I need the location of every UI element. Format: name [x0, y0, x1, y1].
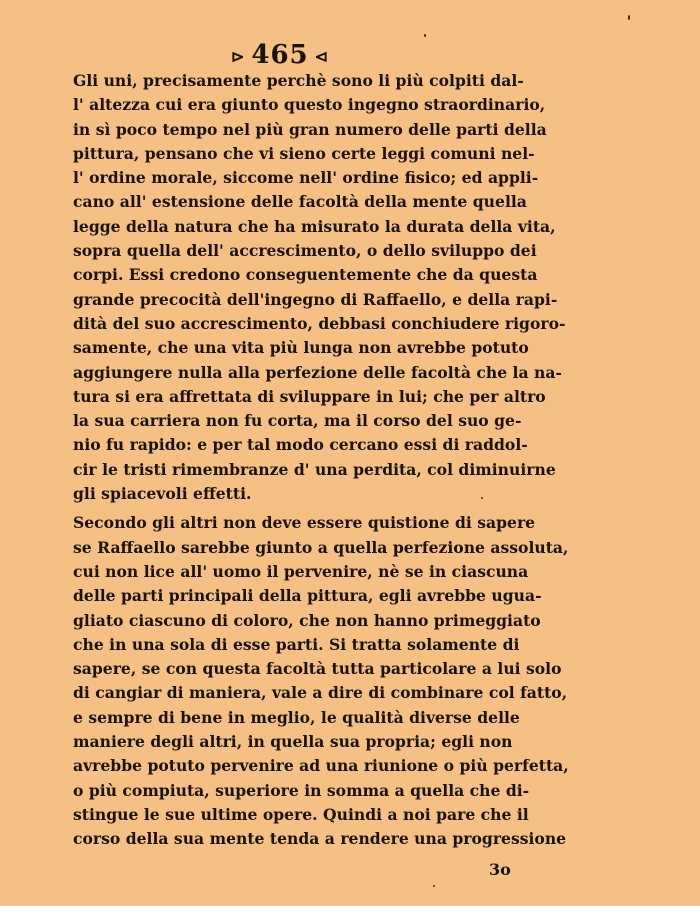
text-line: legge della natura che ha misurato la durata della vita,	[73, 216, 556, 236]
text-line: delle parti principali della pittura, egli avrebbe ugua-	[73, 586, 542, 606]
text-line: pittura, pensano che vi sieno certe leggi comuni nel-	[73, 143, 535, 163]
text-line: corpi. Essi credono conseguentemente che da questa	[73, 265, 538, 285]
text-line: gliato ciascuno di coloro, che non hanno primeggiato	[73, 610, 541, 630]
ornament-right-icon: ⊲	[314, 46, 330, 66]
signature-mark: 3o	[489, 860, 511, 879]
text-line: aggiungere nulla alla perfezione delle facoltà che la na-	[73, 362, 562, 382]
speck-mark	[424, 34, 426, 37]
text-line: l' ordine morale, siccome nell' ordine fisico; ed appli-	[73, 168, 539, 188]
text-line: di cangiar di maniera, vale a dire di combinare col fatto,	[73, 683, 568, 703]
text-line: se Raffaello sarebbe giunto a quella perfezione assoluta,	[73, 537, 569, 557]
text-line: gli spiacevoli effetti.	[73, 484, 252, 504]
text-line: Gli uni, precisamente perchè sono li più colpiti dal-	[73, 71, 524, 90]
text-line: sopra quella dell' accrescimento, o dello sviluppo dei	[73, 241, 537, 261]
text-line: nio fu rapido: e per tal modo cercano essi di raddol-	[73, 435, 528, 455]
text-line: Secondo gli altri non deve essere quistione di sapere	[73, 513, 536, 533]
paragraph-1	[73, 69, 566, 506]
speck-mark	[481, 497, 483, 499]
text-line: che in una sola di esse parti. Si tratta solamente di	[73, 634, 520, 654]
text-line: avrebbe potuto pervenire ad una riunione o più perfetta,	[73, 756, 569, 776]
body-text	[73, 69, 569, 852]
page-header	[0, 40, 560, 70]
text-line: cui non lice all' uomo il pervenire, nè se in ciascuna	[73, 561, 529, 581]
paragraph-2	[73, 511, 569, 851]
text-line: o più compiuta, superiore in somma a quella che di-	[73, 780, 530, 800]
text-line: sapere, se con questa facoltà tutta particolare a lui solo	[73, 659, 562, 679]
text-line: cir le tristi rimembranze d' una perdita, col diminuirne	[73, 459, 556, 479]
text-line: corso della sua mente tenda a rendere una progressione	[73, 829, 567, 849]
text-line: dità del suo accrescimento, debbasi conchiudere rigoro-	[73, 313, 566, 333]
text-line: maniere degli altri, in quella sua propria; egli non	[73, 732, 513, 752]
text-line: stingue le sue ultime opere. Quindi a noi pare che il	[73, 804, 529, 824]
speck-mark	[433, 885, 435, 887]
ornament-left-icon: ⊳	[230, 46, 246, 66]
text-line: in sì poco tempo nel più gran numero delle parti della	[73, 119, 547, 139]
text-line: samente, che una vita più lunga non avrebbe potuto	[73, 338, 529, 358]
text-line: tura si era affrettata di sviluppare in lui; che per altro	[73, 386, 546, 406]
text-line: e sempre di bene in meglio, le qualità diverse delle	[73, 707, 520, 727]
text-line: grande precocità dell'ingegno di Raffaello, e della rapi-	[73, 289, 558, 309]
text-line: l' altezza cui era giunto questo ingegno straordinario,	[73, 95, 546, 115]
speck-mark	[628, 15, 630, 20]
page-number: 465	[251, 40, 309, 70]
text-line: la sua carriera non fu corta, ma il corso del suo ge-	[73, 411, 522, 431]
text-line: cano all' estensione delle facoltà della mente quella	[73, 192, 527, 212]
